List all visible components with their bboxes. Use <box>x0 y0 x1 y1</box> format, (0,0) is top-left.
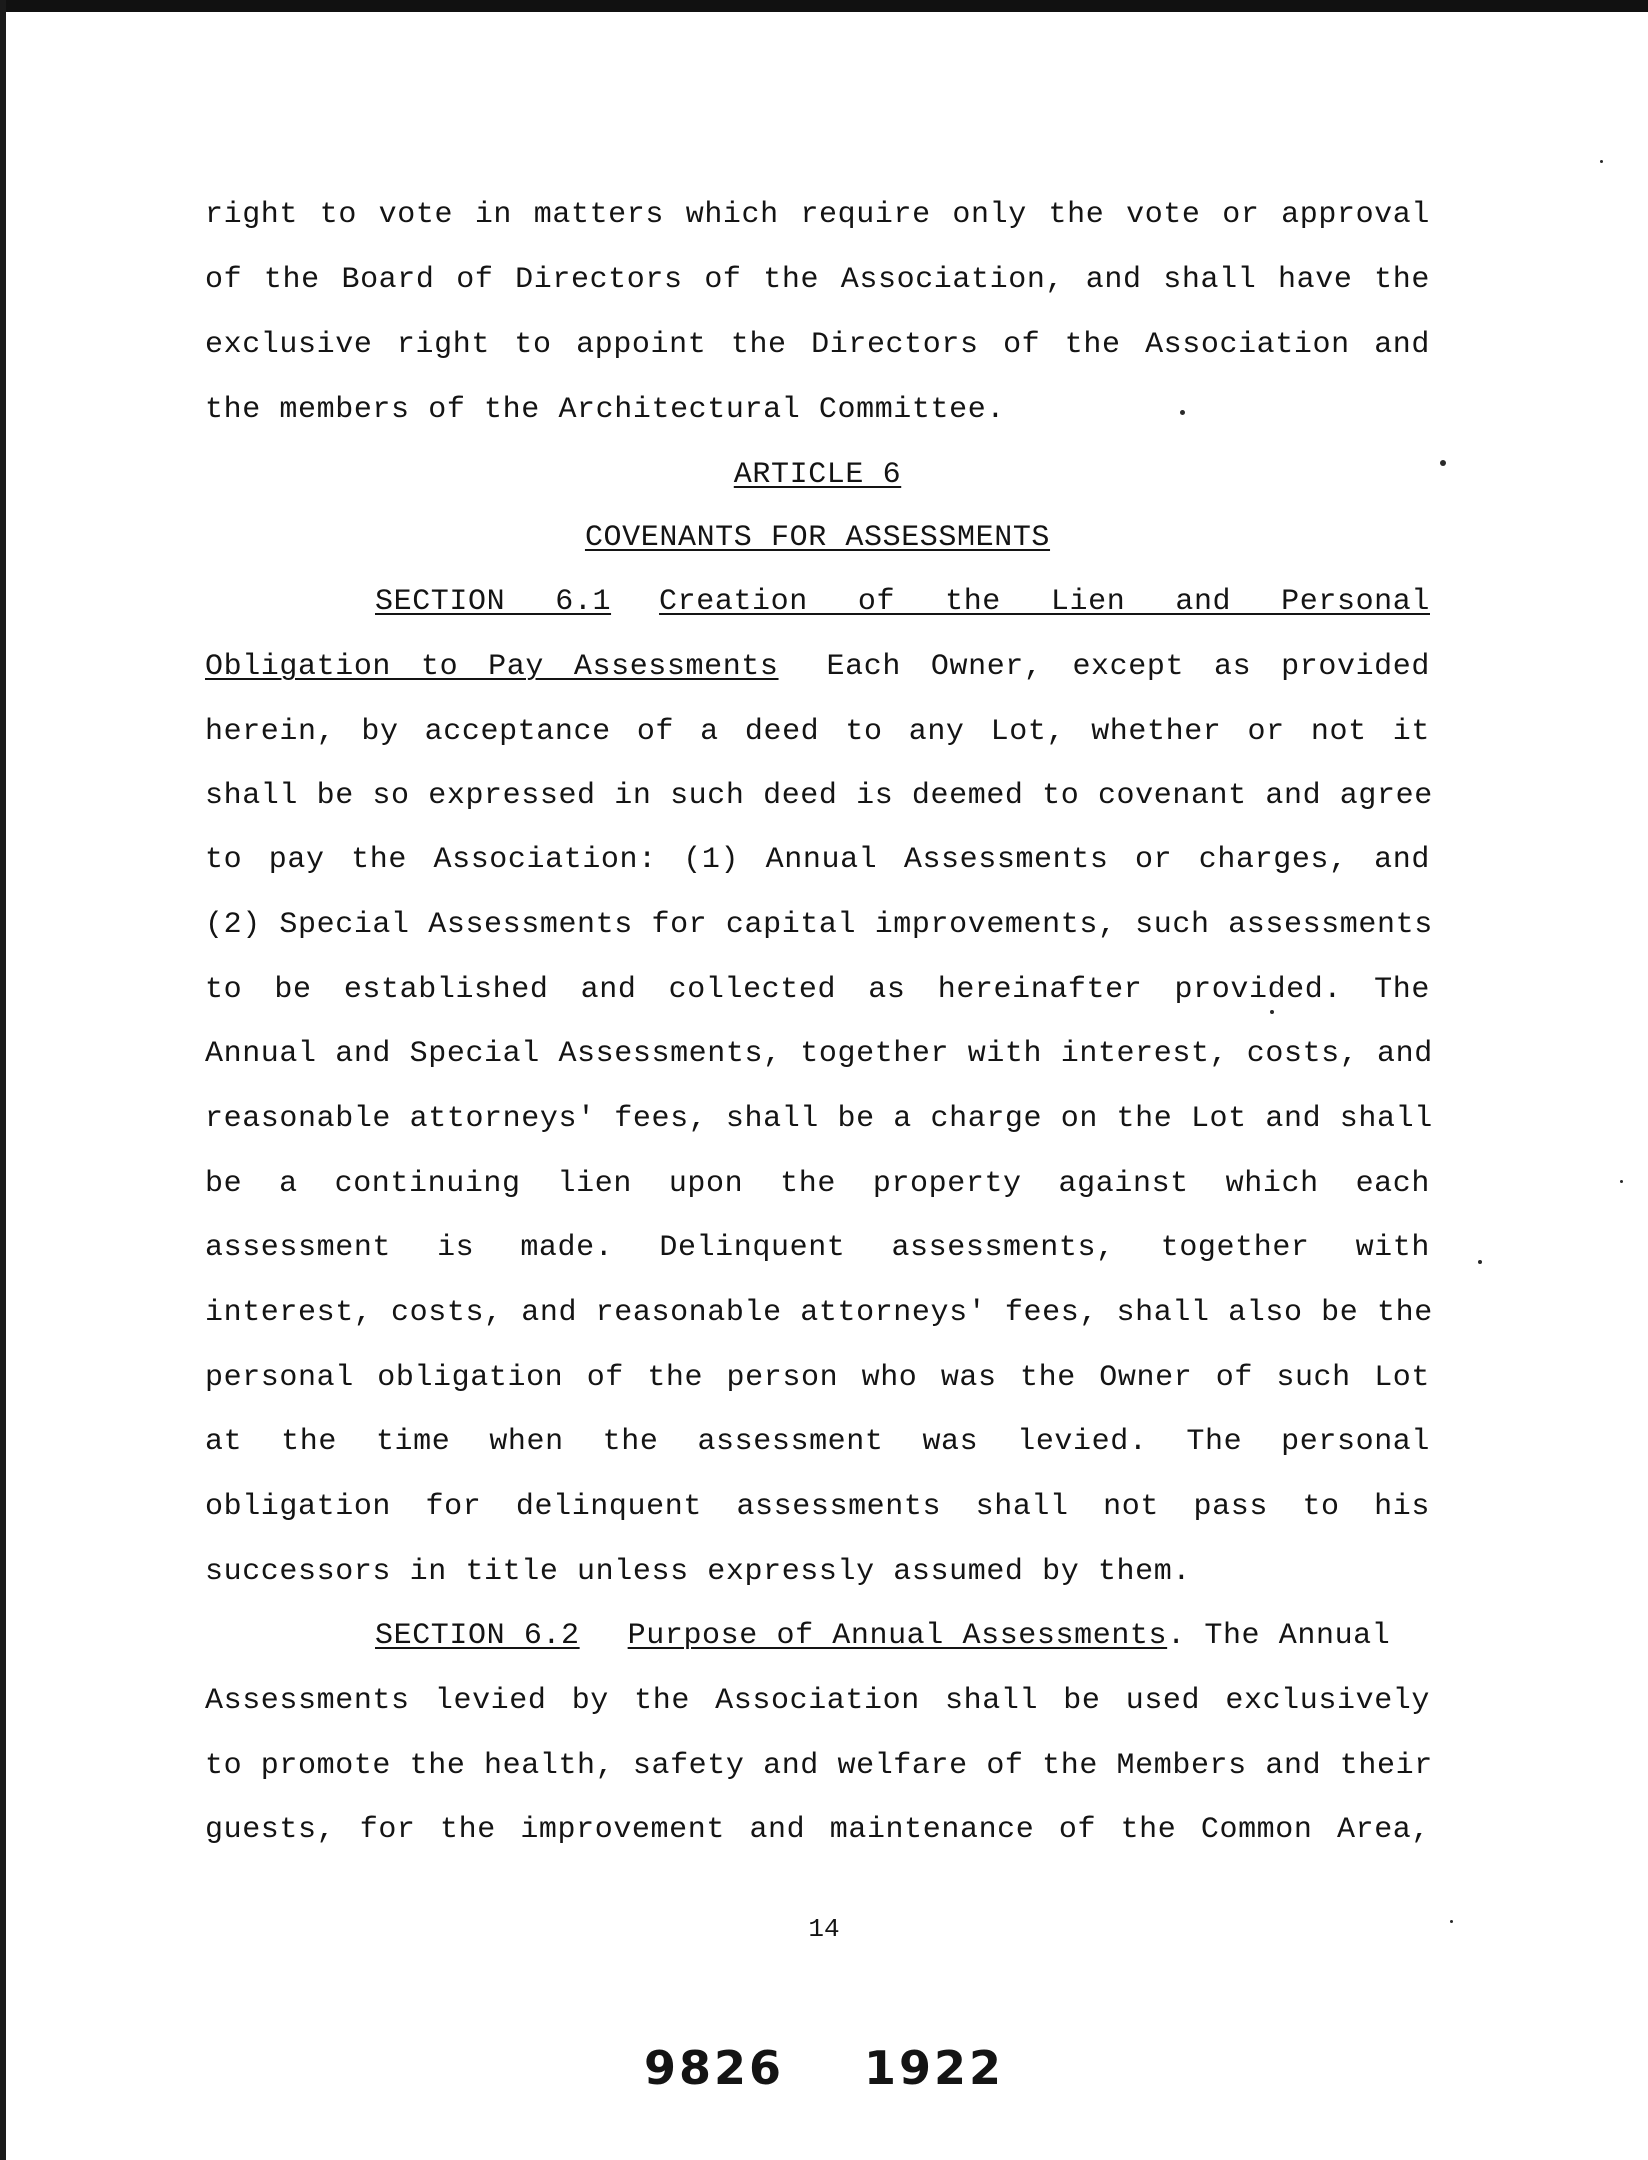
footer-document-code <box>0 2040 1648 2096</box>
paragraph-line: exclusive right to appoint the Directors of the Association and <box>205 328 1430 362</box>
scan-speck <box>1440 460 1446 466</box>
section-6-1-first-text: Each Owner, except as provided <box>826 650 1430 684</box>
section-6-1-line: be a continuing lien upon the property against which each <box>205 1167 1430 1201</box>
section-6-1-line: at the time when the assessment was levied. The personal <box>205 1425 1430 1459</box>
section-6-1-label: SECTION 6.1 <box>375 585 612 619</box>
section-6-1-line: to be established and collected as hereinafter provided. The <box>205 973 1430 1007</box>
section-6-2-heading: Purpose of Annual Assessments <box>627 1619 1168 1653</box>
section-6-2-line: guests, for the improvement and maintenance of the Common Area, <box>205 1813 1430 1847</box>
paragraph-line: of the Board of Directors of the Association, and shall have the <box>205 263 1430 297</box>
section-6-1-heading-continuation <box>205 647 1430 687</box>
article-heading <box>205 455 1430 495</box>
scan-speck <box>1620 1180 1623 1183</box>
section-6-1-line: Annual and Special Assessments, together with interest, costs, and <box>205 1037 1433 1071</box>
paragraph-line: right to vote in matters which require only the vote or approval <box>205 198 1430 232</box>
section-6-1-heading-line <box>375 582 1430 622</box>
section-6-1-heading-part2: Obligation to Pay Assessments <box>205 650 779 684</box>
section-6-1-line: personal obligation of the person who was the Owner of such Lot <box>205 1361 1430 1395</box>
section-6-1-line: shall be so expressed in such deed is deemed to covenant and agree <box>205 779 1433 813</box>
page-number: 14 <box>808 1914 840 1944</box>
section-6-1-line: reasonable attorneys' fees, shall be a charge on the Lot and shall <box>205 1102 1433 1136</box>
section-6-2-label: SECTION 6.2 <box>375 1619 580 1653</box>
scan-left-edge <box>0 0 6 2160</box>
section-6-1-line: assessment is made. Delinquent assessments, together with <box>205 1231 1430 1265</box>
footer-code-left: 9826 <box>643 2041 784 2095</box>
section-6-2-line: Assessments levied by the Association shall be used exclusively <box>205 1684 1430 1718</box>
scan-speck <box>1270 1010 1274 1014</box>
section-6-1-line: to pay the Association: (1) Annual Assessments or charges, and <box>205 843 1430 877</box>
scan-speck <box>1600 160 1603 163</box>
footer-code-right: 1922 <box>864 2041 1005 2095</box>
section-6-2-heading-line <box>375 1616 1430 1656</box>
section-6-1-line: successors in title unless expressly assumed by them. <box>205 1555 1191 1589</box>
section-6-1-line: obligation for delinquent assessments shall not pass to his <box>205 1490 1430 1524</box>
section-6-1-line: interest, costs, and reasonable attorneys' fees, shall also be the <box>205 1296 1433 1330</box>
scan-speck <box>1180 410 1185 415</box>
paragraph-line: the members of the Architectural Committee. <box>205 393 1005 427</box>
section-6-2-line: to promote the health, safety and welfare of the Members and their <box>205 1749 1433 1783</box>
section-6-1-heading: Creation of the Lien and Personal <box>659 585 1430 619</box>
section-6-1-line: herein, by acceptance of a deed to any Lot, whether or not it <box>205 715 1430 749</box>
scan-speck <box>1450 1920 1453 1923</box>
scan-speck <box>1478 1260 1482 1264</box>
section-6-1-line: (2) Special Assessments for capital improvements, such assessments <box>205 908 1433 942</box>
scan-top-edge <box>0 0 1648 12</box>
article-title-line <box>205 518 1430 558</box>
section-6-2-first-text: . The Annual <box>1167 1619 1391 1653</box>
article-title: COVENANTS FOR ASSESSMENTS <box>584 521 1051 555</box>
article-number: ARTICLE 6 <box>733 458 902 492</box>
